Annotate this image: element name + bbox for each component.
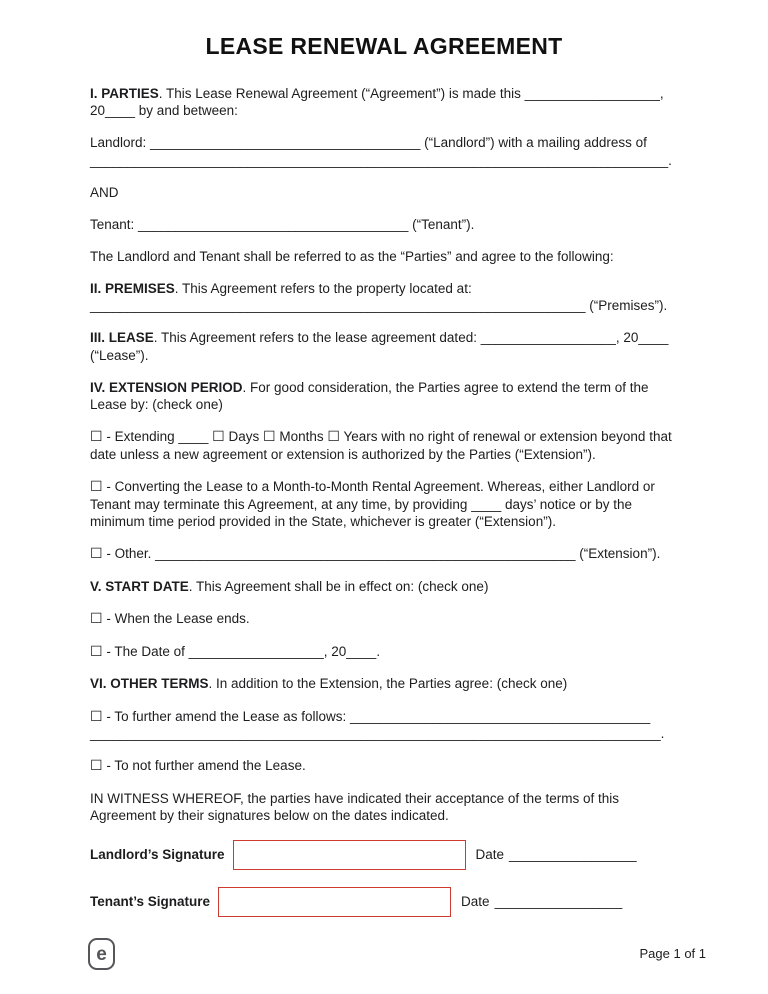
tenant-line: Tenant: ____________________________________ (“Tenant”). xyxy=(90,216,475,232)
other-terms-option-amend xyxy=(90,708,678,743)
checkbox-months[interactable]: ☐ xyxy=(263,428,276,445)
start-date-option-date xyxy=(90,643,678,661)
landlord-signature-field[interactable] xyxy=(233,840,466,870)
landlord-date-blank: _________________ xyxy=(509,846,637,862)
further-amend-blank: ____________________________________________________________________________. xyxy=(90,726,665,742)
start-date-text: . This Agreement shall be in effect on: (check one) xyxy=(188,578,489,594)
tenant-signature-label: Tenant’s Signature xyxy=(90,893,211,909)
extension-heading: IV. EXTENSION PERIOD xyxy=(90,379,243,395)
premises-heading: II. PREMISES xyxy=(90,281,175,297)
and-label: AND xyxy=(90,184,119,200)
landlord-address-blank: _____________________________________________________________________________. xyxy=(90,152,672,168)
checkbox-days[interactable]: ☐ xyxy=(212,428,225,445)
years-label: Years xyxy=(343,429,378,445)
witness-paragraph: IN WITNESS WHEREOF, the parties have indicated their acceptance of the terms of this Agreement by their signatures below on the dates indicated. xyxy=(90,791,619,824)
other-terms-text: . In addition to the Extension, the Parties agree: (check one) xyxy=(208,676,568,692)
extension-option-extending xyxy=(90,428,678,463)
checkbox-years[interactable]: ☐ xyxy=(327,428,340,445)
other-terms-heading: VI. OTHER TERMS xyxy=(90,676,209,692)
days-label: Days xyxy=(228,429,260,445)
checkbox-not-amend[interactable]: ☐ xyxy=(90,757,103,774)
page-footer xyxy=(88,938,706,970)
checkbox-extending[interactable]: ☐ xyxy=(90,428,103,445)
premises-text: . This Agreement refers to the property located at: xyxy=(174,281,472,297)
signature-section xyxy=(90,840,678,917)
lease-paragraph xyxy=(90,329,678,363)
lease-text: . This Agreement refers to the lease agreement dated: __________________, 20____ (“Lease”). xyxy=(90,330,669,363)
start-date-option-lease-ends xyxy=(90,610,678,628)
landlord-signature-row xyxy=(90,840,678,870)
further-amend-text: - To further amend the Lease as follows: ________________________________________ xyxy=(106,708,651,724)
checkbox-further-amend[interactable]: ☐ xyxy=(90,707,103,724)
eforms-logo-letter: e xyxy=(96,943,107,965)
premises-blank: __________________________________________________________________ (“Premises”). xyxy=(90,298,668,314)
landlord-signature-label: Landlord’s Signature xyxy=(90,846,225,862)
extending-suffix: with no right of renewal or extension beyond that date unless a new agreement or extension is authorized by the Parties (“Extension”). xyxy=(90,429,672,462)
document-title: LEASE RENEWAL AGREEMENT xyxy=(205,33,563,59)
landlord-date-label: Date xyxy=(475,846,505,862)
tenant-signature-row xyxy=(90,887,678,917)
tenant-date-blank: _________________ xyxy=(494,893,623,909)
extension-paragraph xyxy=(90,379,678,413)
page-number-label: Page 1 of 1 xyxy=(639,945,706,961)
months-label: Months xyxy=(279,429,324,445)
other-terms-paragraph xyxy=(90,675,678,692)
tenant-date-label: Date xyxy=(461,893,490,909)
checkbox-month-to-month[interactable]: ☐ xyxy=(90,477,103,494)
extension-option-month-to-month xyxy=(90,478,678,530)
other-text: - Other. ________________________________________________________ (“Extension”). xyxy=(106,545,661,561)
premises-paragraph xyxy=(90,280,678,314)
tenant-signature-field[interactable] xyxy=(218,887,451,917)
start-date-paragraph xyxy=(90,578,678,595)
landlord-paragraph xyxy=(90,134,678,168)
tenant-paragraph xyxy=(90,216,678,233)
eforms-logo xyxy=(88,938,115,970)
checkbox-when-lease-ends[interactable]: ☐ xyxy=(90,609,103,626)
start-date-heading: V. START DATE xyxy=(90,578,189,594)
other-terms-option-no-amend xyxy=(90,757,678,775)
month-to-month-text: - Converting the Lease to a Month-to-Month Rental Agreement. Whereas, either Landlord or Tenant may terminate this Agreement, at any time, by providing ____ days’ notice or by the minimum time period provided in the State, whichever is greater (“Extension”). xyxy=(90,478,655,529)
parties-heading: I. PARTIES xyxy=(90,86,159,102)
parties-text: . This Lease Renewal Agreement (“Agreement”) is made this __________________, 20____ by and between: xyxy=(90,86,664,119)
lease-heading: III. LEASE xyxy=(90,330,154,346)
extension-option-other xyxy=(90,545,678,563)
no-amend-text: - To not further amend the Lease. xyxy=(106,758,306,774)
landlord-line: Landlord: ____________________________________ (“Landlord”) with a mailing address of xyxy=(90,135,647,151)
parties-paragraph xyxy=(90,85,678,119)
checkbox-other[interactable]: ☐ xyxy=(90,544,103,561)
extension-text: . For good consideration, the Parties agree to extend the term of the Lease by: (check one) xyxy=(90,379,649,412)
parties-note: The Landlord and Tenant shall be referred to as the “Parties” and agree to the following: xyxy=(90,249,614,265)
extending-prefix: - Extending ____ xyxy=(106,429,209,445)
checkbox-specific-date[interactable]: ☐ xyxy=(90,642,103,659)
lease-ends-text: - When the Lease ends. xyxy=(106,610,250,626)
specific-date-text: - The Date of __________________, 20____. xyxy=(106,643,381,659)
